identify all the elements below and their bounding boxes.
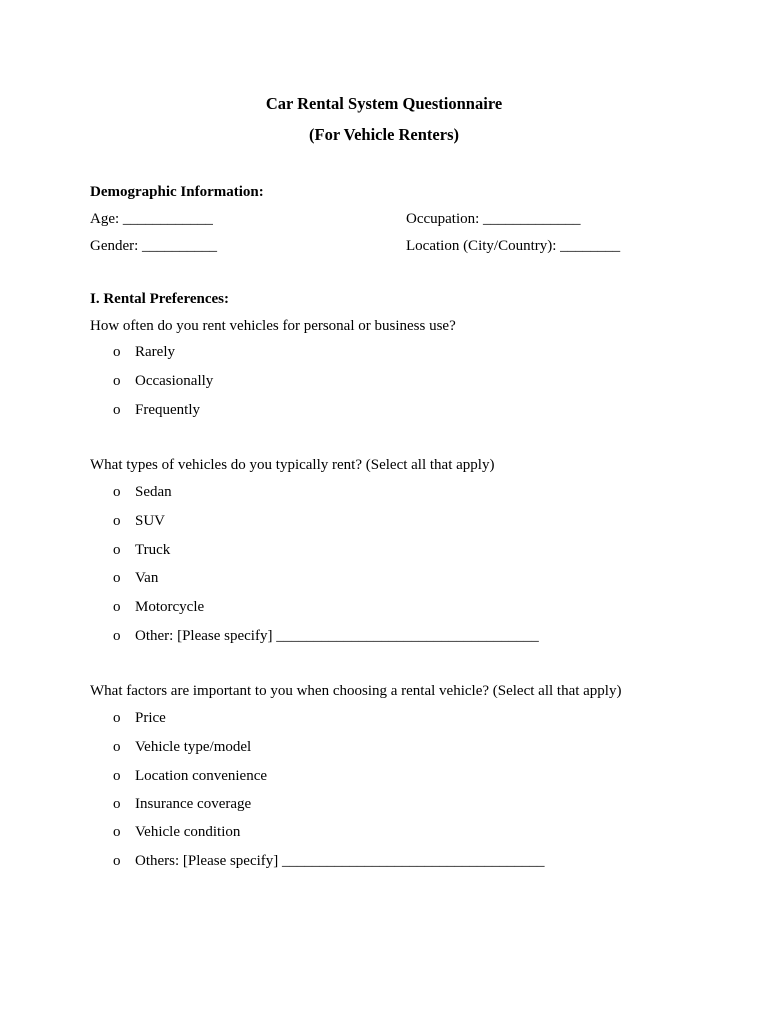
bullet-marker: o — [113, 796, 121, 812]
option-rarely — [113, 342, 175, 362]
bullet-marker: o — [113, 513, 121, 529]
bullet-marker: o — [113, 344, 121, 360]
option-others-factor — [113, 851, 545, 871]
option-label: Sedan — [135, 484, 172, 500]
bullet-marker: o — [113, 373, 121, 389]
demographics-heading: Demographic Information: — [90, 184, 264, 200]
option-price — [113, 708, 166, 728]
option-label: Occasionally — [135, 373, 214, 389]
bullet-marker: o — [113, 402, 121, 418]
option-occasionally — [113, 371, 213, 391]
option-label: Price — [135, 710, 166, 726]
age-field: Age: ____________ — [90, 211, 213, 227]
option-insurance-coverage — [113, 794, 251, 814]
option-label: Insurance coverage — [135, 796, 252, 812]
bullet-marker: o — [113, 768, 121, 784]
option-other-vehicle — [113, 626, 539, 646]
bullet-marker: o — [113, 710, 121, 726]
option-label: Other: [Please specify] ___________________________________ — [135, 628, 539, 644]
option-sedan — [113, 482, 172, 502]
option-label: Vehicle type/model — [135, 739, 252, 755]
option-label: Truck — [135, 542, 171, 558]
bullet-marker: o — [113, 570, 121, 586]
option-label: Others: [Please specify] ___________________________________ — [135, 853, 545, 869]
bullet-marker: o — [113, 599, 121, 615]
bullet-marker: o — [113, 824, 121, 840]
occupation-field: Occupation: _____________ — [406, 211, 581, 227]
section-heading-rental-preferences: I. Rental Preferences: — [90, 291, 229, 307]
option-location-convenience — [113, 766, 267, 786]
question-choice-factors: What factors are important to you when choosing a rental vehicle? (Select all that apply) — [90, 683, 622, 699]
option-label: Motorcycle — [135, 599, 205, 615]
document-subtitle: (For Vehicle Renters) — [309, 125, 459, 144]
gender-field: Gender: __________ — [90, 238, 218, 254]
bullet-marker: o — [113, 739, 121, 755]
document-title: Car Rental System Questionnaire — [265, 94, 503, 113]
option-vehicle-condition — [113, 822, 240, 842]
option-label: Frequently — [135, 402, 200, 418]
option-truck — [113, 540, 170, 560]
bullet-marker: o — [113, 853, 121, 869]
option-motorcycle — [113, 597, 204, 617]
bullet-marker: o — [113, 484, 121, 500]
question-rental-frequency: How often do you rent vehicles for personal or business use? — [90, 318, 456, 334]
bullet-marker: o — [113, 628, 121, 644]
option-frequently — [113, 400, 200, 420]
option-label: Van — [135, 570, 159, 586]
option-suv — [113, 511, 165, 531]
question-vehicle-types: What types of vehicles do you typically rent? (Select all that apply) — [90, 457, 495, 473]
option-van — [113, 568, 158, 588]
location-field: Location (City/Country): ________ — [406, 238, 621, 254]
bullet-marker: o — [113, 542, 121, 558]
option-label: Location convenience — [135, 768, 268, 784]
option-vehicle-type-model — [113, 737, 251, 757]
option-label: SUV — [135, 513, 166, 529]
option-label: Rarely — [135, 344, 175, 360]
option-label: Vehicle condition — [135, 824, 241, 840]
